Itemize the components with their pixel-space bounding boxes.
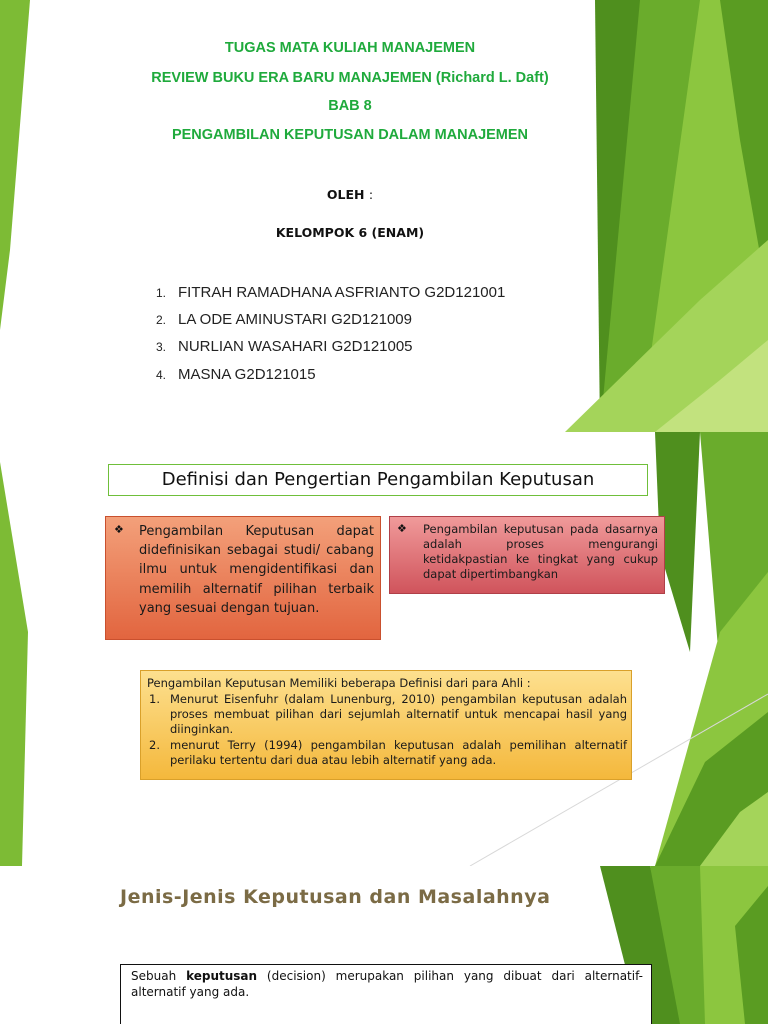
- expert-item-text: Menurut Eisenfuhr (dalam Lunenburg, 2010) pengambilan keputusan adalah proses membuat pilihan dari sejumlah alternatif untuk mencapai hasil yang diinginkan.: [170, 692, 627, 736]
- member-number: 3.: [156, 340, 167, 354]
- green-leaf-decoration: [0, 432, 768, 866]
- member-number: 2.: [156, 313, 167, 327]
- title-line-4: PENGAMBILAN KEPUTUSAN DALAM MANAJEMEN: [171, 127, 529, 143]
- definition-right-text: Pengambilan keputusan pada dasarnya adalah proses mengurangi ketidakpastian ke tingkat yang cukup dapat dipertimbangkan: [423, 522, 658, 581]
- definition-box-left: [105, 516, 381, 640]
- decision-types-title: Jenis-Jenis Keputusan dan Masalahnya: [120, 886, 551, 908]
- oleh-text: OLEH: [326, 187, 365, 202]
- member-name: LA ODE AMINUSTARI G2D121009: [178, 311, 412, 328]
- decision-definition-text: [131, 968, 643, 1000]
- slide-decision-types: [0, 866, 768, 1024]
- decision-keyword: keputusan: [186, 969, 258, 983]
- title-line-2: REVIEW BUKU ERA BARU MANAJEMEN (Richard L. Daft): [151, 70, 549, 86]
- slide-title: [0, 0, 768, 432]
- member-name: NURLIAN WASAHARI G2D121005: [178, 338, 413, 355]
- member-item: [156, 311, 412, 328]
- expert-item: [149, 692, 627, 738]
- experts-intro: Pengambilan Keputusan Memiliki beberapa Definisi dari para Ahli :: [147, 676, 531, 690]
- expert-item: [149, 738, 627, 770]
- expert-item-number: 1.: [149, 692, 160, 706]
- member-name: FITRAH RAMADHANA ASFRIANTO G2D121001: [178, 284, 506, 301]
- decision-prefix: Sebuah: [131, 969, 187, 983]
- diamond-bullet-icon: ❖: [114, 523, 124, 536]
- decision-definition-box: [120, 964, 652, 1024]
- definition-title: Definisi dan Pengertian Pengambilan Keputusan: [108, 464, 648, 496]
- member-number: 4.: [156, 368, 167, 382]
- oleh-label: [0, 187, 700, 202]
- experts-definition-box: [140, 670, 632, 780]
- group-label: KELOMPOK 6 (ENAM): [275, 225, 425, 240]
- definition-box-right: [389, 516, 665, 594]
- member-name: MASNA G2D121015: [178, 366, 316, 383]
- expert-item-text: menurut Terry (1994) pengambilan keputusan adalah pemilihan alternatif perilaku tertentu dari dua atau lebih alternatif yang ada.: [170, 738, 627, 767]
- member-item: [156, 284, 505, 301]
- member-number: 1.: [156, 286, 167, 300]
- definition-left-text: Pengambilan Keputusan dapat didefinisikan sebagai studi/ cabang ilmu untuk mengidentifikasi dan memilih alternatif pilihan terbaik yang sesuai dengan tujuan.: [139, 524, 374, 616]
- decision-suffix: (decision) merupakan pilihan yang dibuat dari alternatif-alternatif yang ada.: [131, 969, 643, 999]
- oleh-colon: :: [368, 187, 374, 202]
- diamond-bullet-icon: ❖: [397, 522, 407, 535]
- member-item: [156, 366, 316, 383]
- green-leaf-decoration: [0, 0, 768, 432]
- title-line-1: TUGAS MATA KULIAH MANAJEMEN: [224, 40, 476, 56]
- member-item: [156, 338, 413, 355]
- slide-definition: [0, 432, 768, 866]
- title-line-3: BAB 8: [328, 98, 372, 114]
- expert-item-number: 2.: [149, 738, 160, 752]
